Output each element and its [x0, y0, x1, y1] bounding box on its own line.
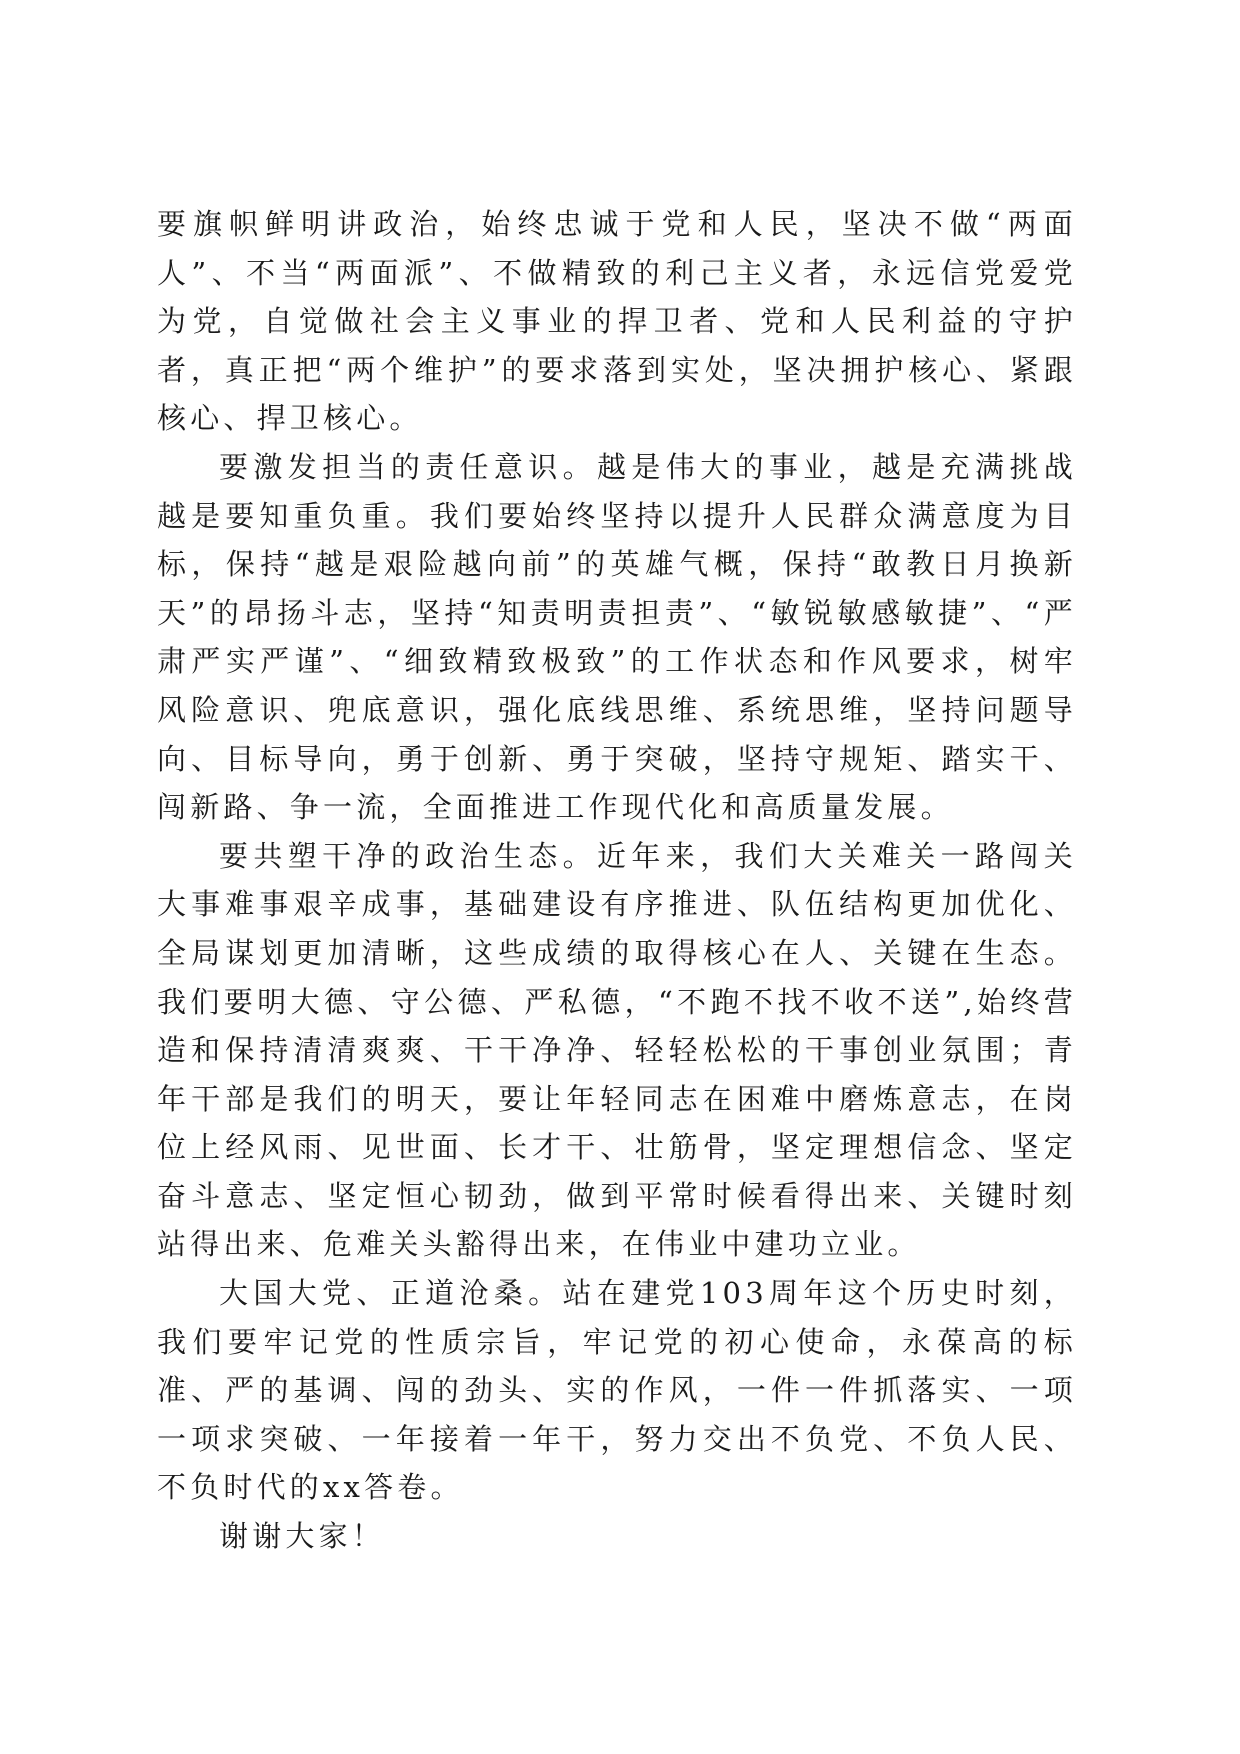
paragraph-political-ecology: 要共塑干净的政治生态。近年来，我们大关难关一路闯关大事难事艰辛成事，基础建设有序推进、队伍结构更加优化、全局谋划更加清晰，这些成绩的取得核心在人、关键在生态。我们要明大德、守公德、严私德，“不跑不找不收不送”,始终营造和保持清清爽爽、干干净净、轻轻松松的干事创业氛围；青年干部是我们的明天，要让年轻同志在困难中磨炼意志，在岗位上经风雨、见世面、长才干、壮筋骨，坚定理想信念、坚定奋斗意志、坚定恒心韧劲，做到平常时候看得出来、关键时刻站得出来、危难关头豁得出来，在伟业中建功立业。 — [157, 838, 1077, 1262]
paragraph-responsibility: 要激发担当的责任意识。越是伟大的事业，越是充满挑战越是要知重负重。我们要始终坚持以提升人民群众满意度为目标，保持“越是艰险越向前”的英雄气概，保持“敢教日月换新天”的昂扬斗志，坚持“知责明责担责”、“敏锐敏感敏捷”、“严肃严实严谨”、“细致精致极致”的工作状态和作风要求，树牢风险意识、兜底意识，强化底线思维、系统思维，坚持问题导向、目标导向，勇于创新、勇于突破，坚持守规矩、踏实干、闯新路、争一流，全面推进工作现代化和高质量发展。 — [157, 449, 1077, 825]
document-body — [157, 200, 1077, 1561]
paragraph-anniversary: 大国大党、正道沧桑。站在建党103周年这个历史时刻，我们要牢记党的性质宗旨，牢记党的初心使命，永葆高的标准、严的基调、闯的劲头、实的作风，一件一件抓落实、一项一项求突破、一年接着一年干，努力交出不负党、不负人民、不负时代的xx答卷。 — [157, 1276, 1077, 1505]
paragraph-thanks: 谢谢大家！ — [219, 1519, 386, 1554]
paragraph-continuation: 要旗帜鲜明讲政治，始终忠诚于党和人民，坚决不做“两面人”、不当“两面派”、不做精致的利己主义者，永远信党爱党为党，自觉做社会主义事业的捍卫者、党和人民利益的守护者，真正把“两个维护”的要求落到实处，坚决拥护核心、紧跟核心、捍卫核心。 — [157, 207, 1077, 436]
